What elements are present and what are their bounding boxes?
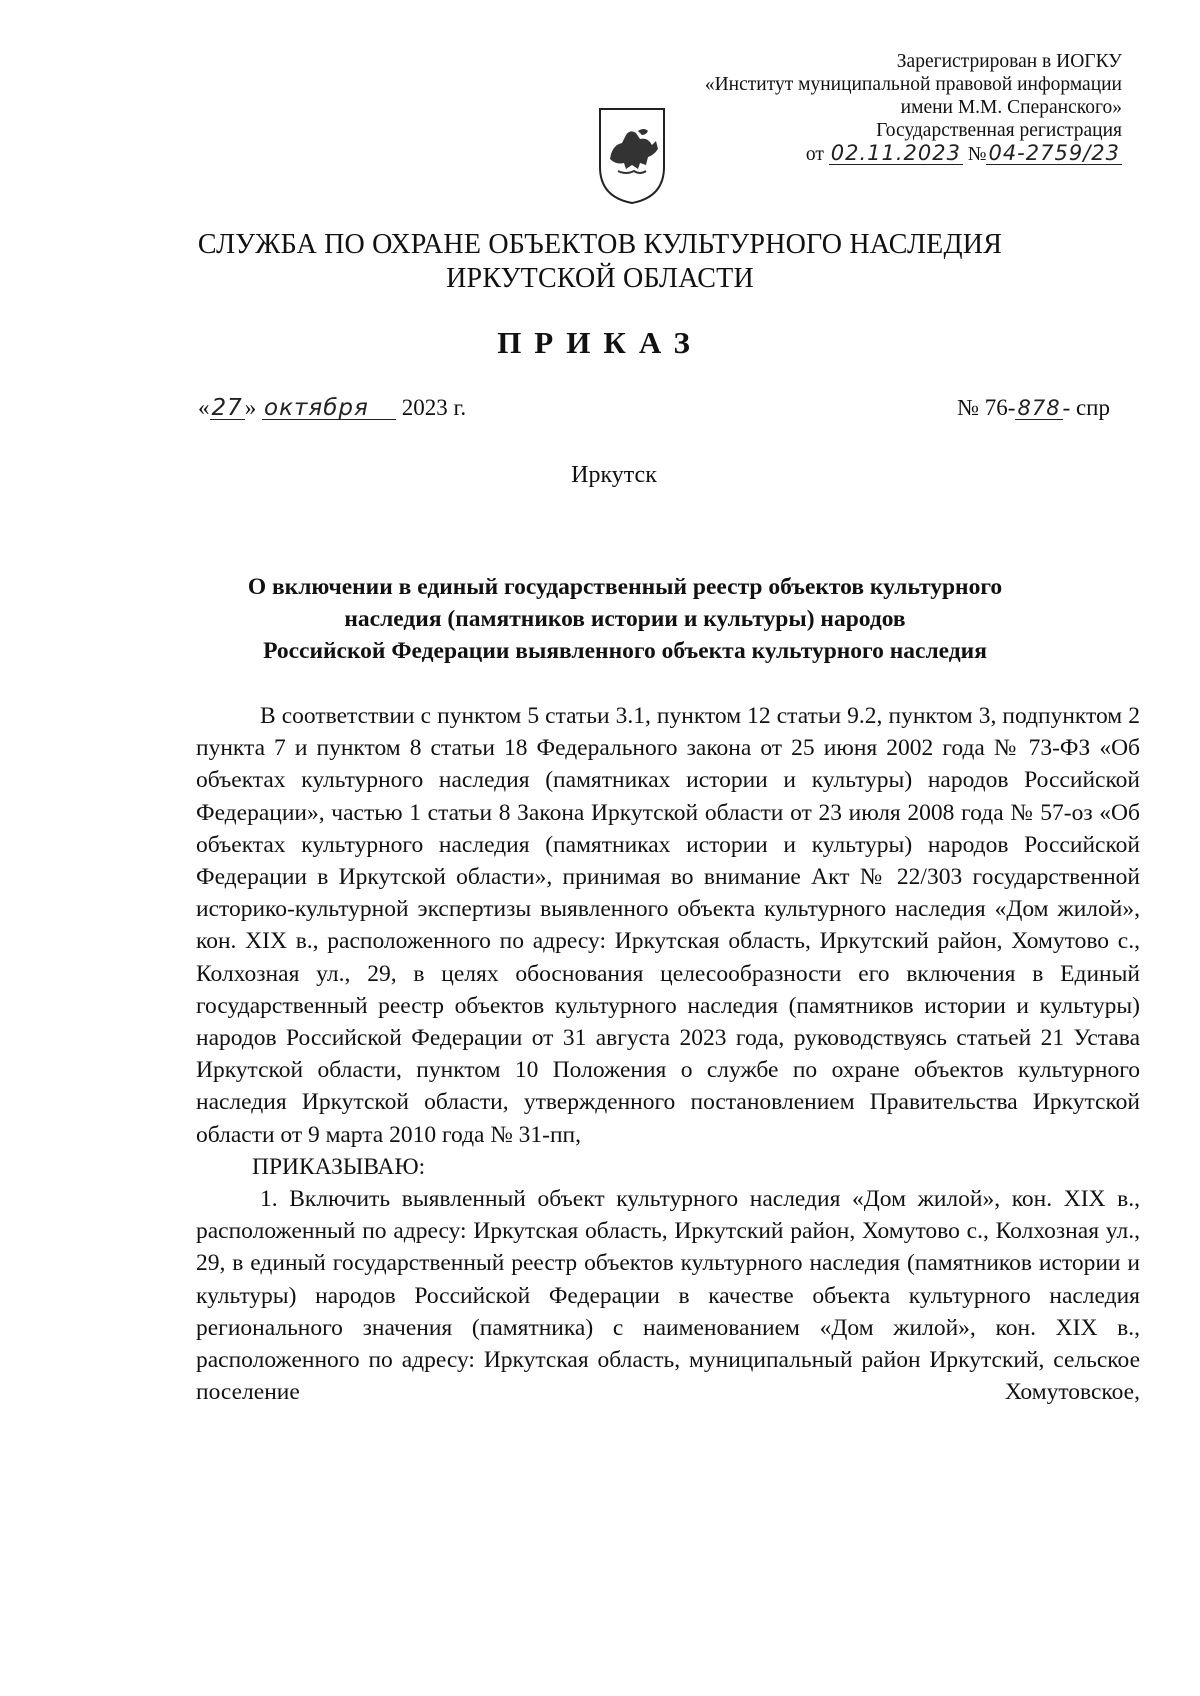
- registration-number-label: №: [967, 144, 987, 165]
- preamble-paragraph: В соответствии с пунктом 5 статьи 3.1, пунктом 12 статьи 9.2, пунктом 3, подпунктом 2 пункта 7 и пунктом 8 статьи 18 Федерального закона от 25 июня 2002 года № 73-ФЗ «Об объектах культурного наследия (памятниках истории и культуры) народов Российской Федерации», частью 1 статьи 8 Закона Иркутской области от 23 июля 2008 года № 57-оз «Об объектах культурного наследия (памятниках истории и культуры) народов Российской Федерации в Иркутской области», принимая во внимание Акт № 22/303 государственной историко-культурной экспертизы выявленного объекта культурного наследия «Дом жилой», кон. XIX в., расположенного по адресу: Иркутская область, Иркутский район, Хомутово с., Колхозная ул., 29, в целях обоснования целесообразности его включения в Единый государственный реестр объектов культурного наследия (памятников истории и культуры) народов Российской Федерации от 31 августа 2023 года, руководствуясь статьей 21 Устава Иркутской области, пунктом 10 Положения о службе по охране объектов культурного наследия Иркутской области, утвержденного постановлением Правительства Иркутской области от 9 марта 2010 года № 31-пп,: [196, 703, 1140, 1148]
- order-number-prefix: № 76-: [957, 395, 1016, 420]
- subject-line-3: Российской Федерации выявленного объекта культурного наследия: [263, 638, 987, 664]
- registration-line-2: «Институт муниципальной правовой информации: [704, 74, 1122, 95]
- registration-line-1: Зарегистрирован в ИОГКУ: [896, 51, 1122, 72]
- document-type-title: ПРИКАЗ: [497, 325, 703, 360]
- registration-line-3: имени М.М. Сперанского»: [900, 97, 1122, 118]
- order-number: [957, 395, 1110, 421]
- date-day: 27: [211, 395, 243, 421]
- order-directive: ПРИКАЗЫВАЮ:: [252, 1153, 426, 1180]
- agency-name-line-1: СЛУЖБА ПО ОХРАНЕ ОБЪЕКТОВ КУЛЬТУРНОГО НАСЛЕДИЯ: [197, 229, 1003, 260]
- order-number-handwritten: 878: [1017, 396, 1061, 420]
- order-date: [198, 395, 466, 421]
- subject-line-1: О включении в единый государственный реестр объектов культурного: [247, 574, 1003, 600]
- agency-name: [0, 228, 1200, 296]
- date-year: 2023 г.: [401, 395, 467, 420]
- order-item-1: 1. Включить выявленный объект культурного наследия «Дом жилой», кон. XIX в., расположенный по адресу: Иркутская область, Иркутский район, Хомутово с., Колхозная ул., 29, в единый государственный реестр объектов культурного наследия (памятников истории и культуры) народов Российской Федерации в качестве объекта культурного наследия регионального значения (памятника) с наименованием «Дом жилой», кон. XIX в., расположенного по адресу: Иркутская область, муниципальный район Иркутский, сельское поселение Хомутовское,: [196, 1186, 1140, 1406]
- registration-line-4: Государственная регистрация: [876, 120, 1122, 141]
- coat-of-arms-icon: [596, 105, 668, 205]
- registration-date-line: [602, 142, 1122, 166]
- city: Иркутск: [571, 462, 657, 488]
- registration-from-label: от: [805, 144, 824, 165]
- order-body: [196, 700, 1140, 1408]
- order-subject: [150, 571, 1100, 667]
- registration-date: 02.11.2023: [830, 141, 961, 165]
- date-close-quote: »: [244, 395, 257, 420]
- date-month: октября: [262, 397, 396, 420]
- order-number-suffix: - спр: [1062, 395, 1110, 420]
- agency-name-line-2: ИРКУТСКОЙ ОБЛАСТИ: [446, 263, 754, 294]
- registration-number: 04-2759/23: [988, 141, 1120, 165]
- subject-line-2: наследия (памятников истории и культуры) народов: [344, 606, 906, 632]
- registration-stamp: [602, 50, 1122, 166]
- date-open-quote: «: [198, 395, 210, 420]
